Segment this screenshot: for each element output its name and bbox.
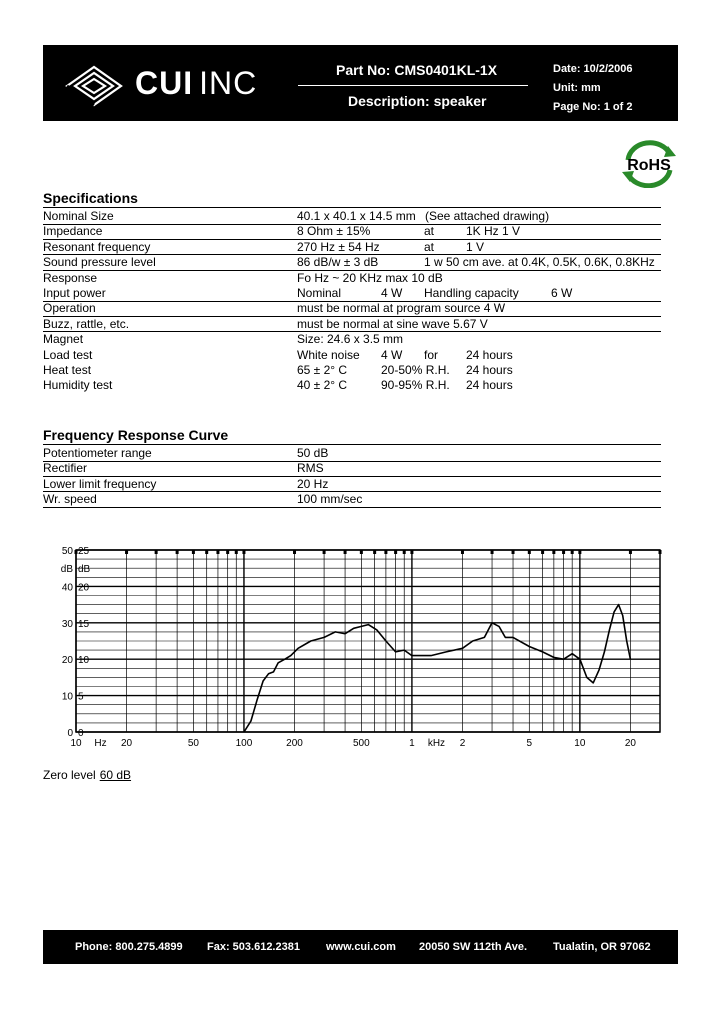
spec-value: 40.1 x 40.1 x 14.5 mm — [297, 209, 416, 223]
spec-value-2: 20-50% R.H. — [381, 363, 450, 377]
chart-top-tick — [541, 550, 544, 554]
spec-label: Response — [43, 270, 98, 285]
chart-top-tick — [578, 550, 581, 554]
spec-label: Buzz, rattle, etc. — [43, 316, 130, 331]
chart-y-tick-right: 15 — [78, 618, 90, 630]
chart-top-tick — [293, 550, 296, 554]
zero-level — [43, 768, 131, 782]
chart-top-tick — [461, 550, 464, 554]
chart-svg — [38, 542, 668, 752]
chart-x-tick: 20 — [120, 738, 133, 749]
frequency-rule — [43, 444, 661, 445]
spec-value-3: for — [424, 347, 439, 362]
chart-y-tick-right: 10 — [78, 655, 90, 667]
spec-value-2: 4 W — [381, 286, 403, 300]
chart-x-tick: 2 — [459, 738, 466, 749]
freq-value: RMS — [297, 461, 324, 476]
footer-city: Tualatin, OR 97062 — [553, 941, 651, 953]
zero-level-label: Zero level — [43, 768, 96, 782]
spec-value: must be normal at program source 4 W — [297, 301, 506, 316]
part-description: Description: speaker — [348, 93, 487, 109]
freq-label: Lower limit frequency — [43, 476, 157, 491]
chart-top-tick — [242, 550, 245, 554]
frequency-response-chart — [38, 542, 668, 752]
chart-top-tick — [403, 550, 406, 554]
footer-web[interactable]: www.cui.com — [326, 941, 396, 953]
spec-value-2: (See attached drawing) — [425, 209, 550, 223]
chart-x-tick: 100 — [235, 738, 253, 749]
footer-address: 20050 SW 112th Ave. — [419, 941, 528, 953]
freq-label: Potentiometer range — [43, 446, 152, 460]
chart-top-tick — [235, 550, 238, 554]
part-number: Part No: CMS0401KL-1X — [336, 62, 498, 78]
chart-top-tick — [562, 550, 565, 554]
chart-top-tick — [528, 550, 531, 554]
document-header — [43, 45, 678, 121]
spec-value: 86 dB/w ± 3 dB — [297, 255, 379, 270]
spec-label: Resonant frequency — [43, 239, 151, 254]
chart-y-tick-right: 20 — [78, 582, 90, 594]
chart-y-tick-left: 10 — [61, 691, 73, 703]
spec-value: must be normal at sine wave 5.67 V — [297, 316, 488, 331]
chart-y-tick-right: 5 — [78, 691, 84, 703]
chart-top-tick — [410, 550, 413, 554]
freq-value: 50 dB — [297, 446, 329, 460]
footer-fax: Fax: 503.612.2381 — [207, 941, 300, 953]
chart-y-tick-left: 30 — [61, 618, 73, 630]
freq-value: 20 Hz — [297, 476, 329, 491]
spec-value-3: 24 hours — [466, 378, 513, 393]
brand-bold: CUI — [135, 65, 194, 101]
spec-value-3: Handling capacity — [424, 286, 519, 300]
spec-value-2: at — [424, 239, 435, 254]
spec-value-2: at — [424, 224, 435, 239]
chart-top-tick — [571, 550, 574, 554]
chart-top-tick — [323, 550, 326, 554]
chart-top-tick — [125, 550, 128, 554]
spec-value-3: 1 V — [466, 239, 485, 254]
spec-value: 8 Ohm ± 15% — [297, 224, 371, 239]
rohs-badge-icon — [620, 140, 678, 188]
freq-row-rule — [43, 461, 661, 462]
spec-value: White noise — [297, 347, 360, 362]
spec-value: 40 ± 2° C — [297, 378, 348, 393]
chart-x-tick: kHz — [427, 738, 446, 749]
footer-phone: Phone: 800.275.4899 — [75, 941, 183, 953]
zero-level-value: 60 dB — [99, 768, 132, 782]
spec-label: Impedance — [43, 224, 103, 239]
spec-value: Fo Hz ~ 20 KHz max 10 dB — [297, 270, 443, 285]
chart-top-tick — [216, 550, 219, 554]
chart-top-tick — [512, 550, 515, 554]
chart-x-tick: 10 — [574, 738, 586, 749]
chart-top-tick — [344, 550, 347, 554]
chart-top-tick — [360, 550, 363, 554]
spec-value-2: 1 w 50 cm ave. at 0.4K, 0.5K, 0.6K, 0.8KHz — [424, 255, 655, 270]
chart-y-tick-left: dB — [60, 564, 73, 576]
spec-label: Magnet — [43, 332, 84, 347]
spec-value-4: 24 hours — [466, 347, 513, 362]
chart-y-tick-left: 40 — [61, 582, 73, 594]
spec-label: Operation — [43, 301, 96, 316]
chart-x-tick: 20 — [624, 738, 636, 749]
spec-label: Heat test — [43, 363, 92, 377]
chart-top-tick — [629, 550, 632, 554]
spec-label: Sound pressure level — [43, 255, 156, 270]
spec-value-2: 4 W — [381, 347, 403, 362]
rohs-text: RoHS — [627, 157, 671, 174]
chart-top-tick — [373, 550, 376, 554]
chart-x-tick: 50 — [187, 738, 199, 749]
spec-label: Input power — [43, 286, 106, 300]
specifications-rule — [43, 207, 661, 208]
chart-top-tick — [176, 550, 179, 554]
spec-value-3: 1K Hz 1 V — [466, 224, 521, 239]
doc-date: Date: 10/2/2006 — [553, 63, 633, 75]
spec-value-2: 90-95% R.H. — [381, 378, 450, 393]
brand-name — [135, 67, 257, 99]
frequency-title: Frequency Response Curve — [43, 427, 229, 443]
chart-top-tick — [192, 550, 195, 554]
header-meta — [553, 60, 633, 117]
chart-y-tick-right: 25 — [78, 546, 90, 557]
chart-x-tick: 200 — [286, 738, 303, 749]
freq-row-rule — [43, 507, 661, 508]
chart-top-tick — [394, 550, 397, 554]
chart-y-tick-left: 20 — [61, 655, 73, 667]
chart-y-tick-right: 0 — [78, 728, 84, 739]
spec-value: Size: 24.6 x 3.5 mm — [297, 332, 404, 347]
spec-value-3: 24 hours — [466, 363, 513, 377]
chart-y-tick-right: dB — [78, 564, 91, 576]
freq-value: 100 mm/sec — [297, 492, 363, 507]
document-footer — [43, 930, 678, 964]
spec-value-4: 6 W — [551, 286, 573, 300]
specifications-title: Specifications — [43, 190, 138, 206]
spec-value: 65 ± 2° C — [297, 363, 348, 377]
chart-top-tick — [155, 550, 158, 554]
chart-y-tick-left: 0 — [67, 728, 73, 739]
chart-top-tick — [491, 550, 494, 554]
spec-label: Humidity test — [43, 378, 113, 393]
chart-x-tick: Hz — [94, 738, 107, 749]
spec-value: Nominal — [297, 286, 342, 300]
cui-logo-icon — [63, 61, 125, 111]
chart-top-tick — [205, 550, 208, 554]
spec-value: 270 Hz ± 54 Hz — [297, 239, 380, 254]
header-divider — [298, 85, 528, 86]
doc-unit: Unit: mm — [553, 82, 601, 94]
brand-light: INC — [199, 65, 258, 101]
freq-label: Wr. speed — [43, 492, 97, 507]
chart-y-tick-left: 50 — [61, 546, 73, 557]
chart-x-tick: 5 — [526, 738, 533, 749]
chart-top-tick — [384, 550, 387, 554]
chart-x-tick: 10 — [70, 738, 82, 749]
doc-page: Page No: 1 of 2 — [553, 101, 633, 113]
chart-x-tick: 1 — [409, 738, 415, 749]
chart-x-tick: 500 — [353, 738, 370, 749]
spec-label: Nominal Size — [43, 209, 114, 223]
spec-label: Load test — [43, 347, 93, 362]
chart-top-tick — [552, 550, 555, 554]
chart-top-tick — [226, 550, 229, 554]
chart-top-tick — [659, 550, 662, 554]
freq-label: Rectifier — [43, 461, 88, 476]
